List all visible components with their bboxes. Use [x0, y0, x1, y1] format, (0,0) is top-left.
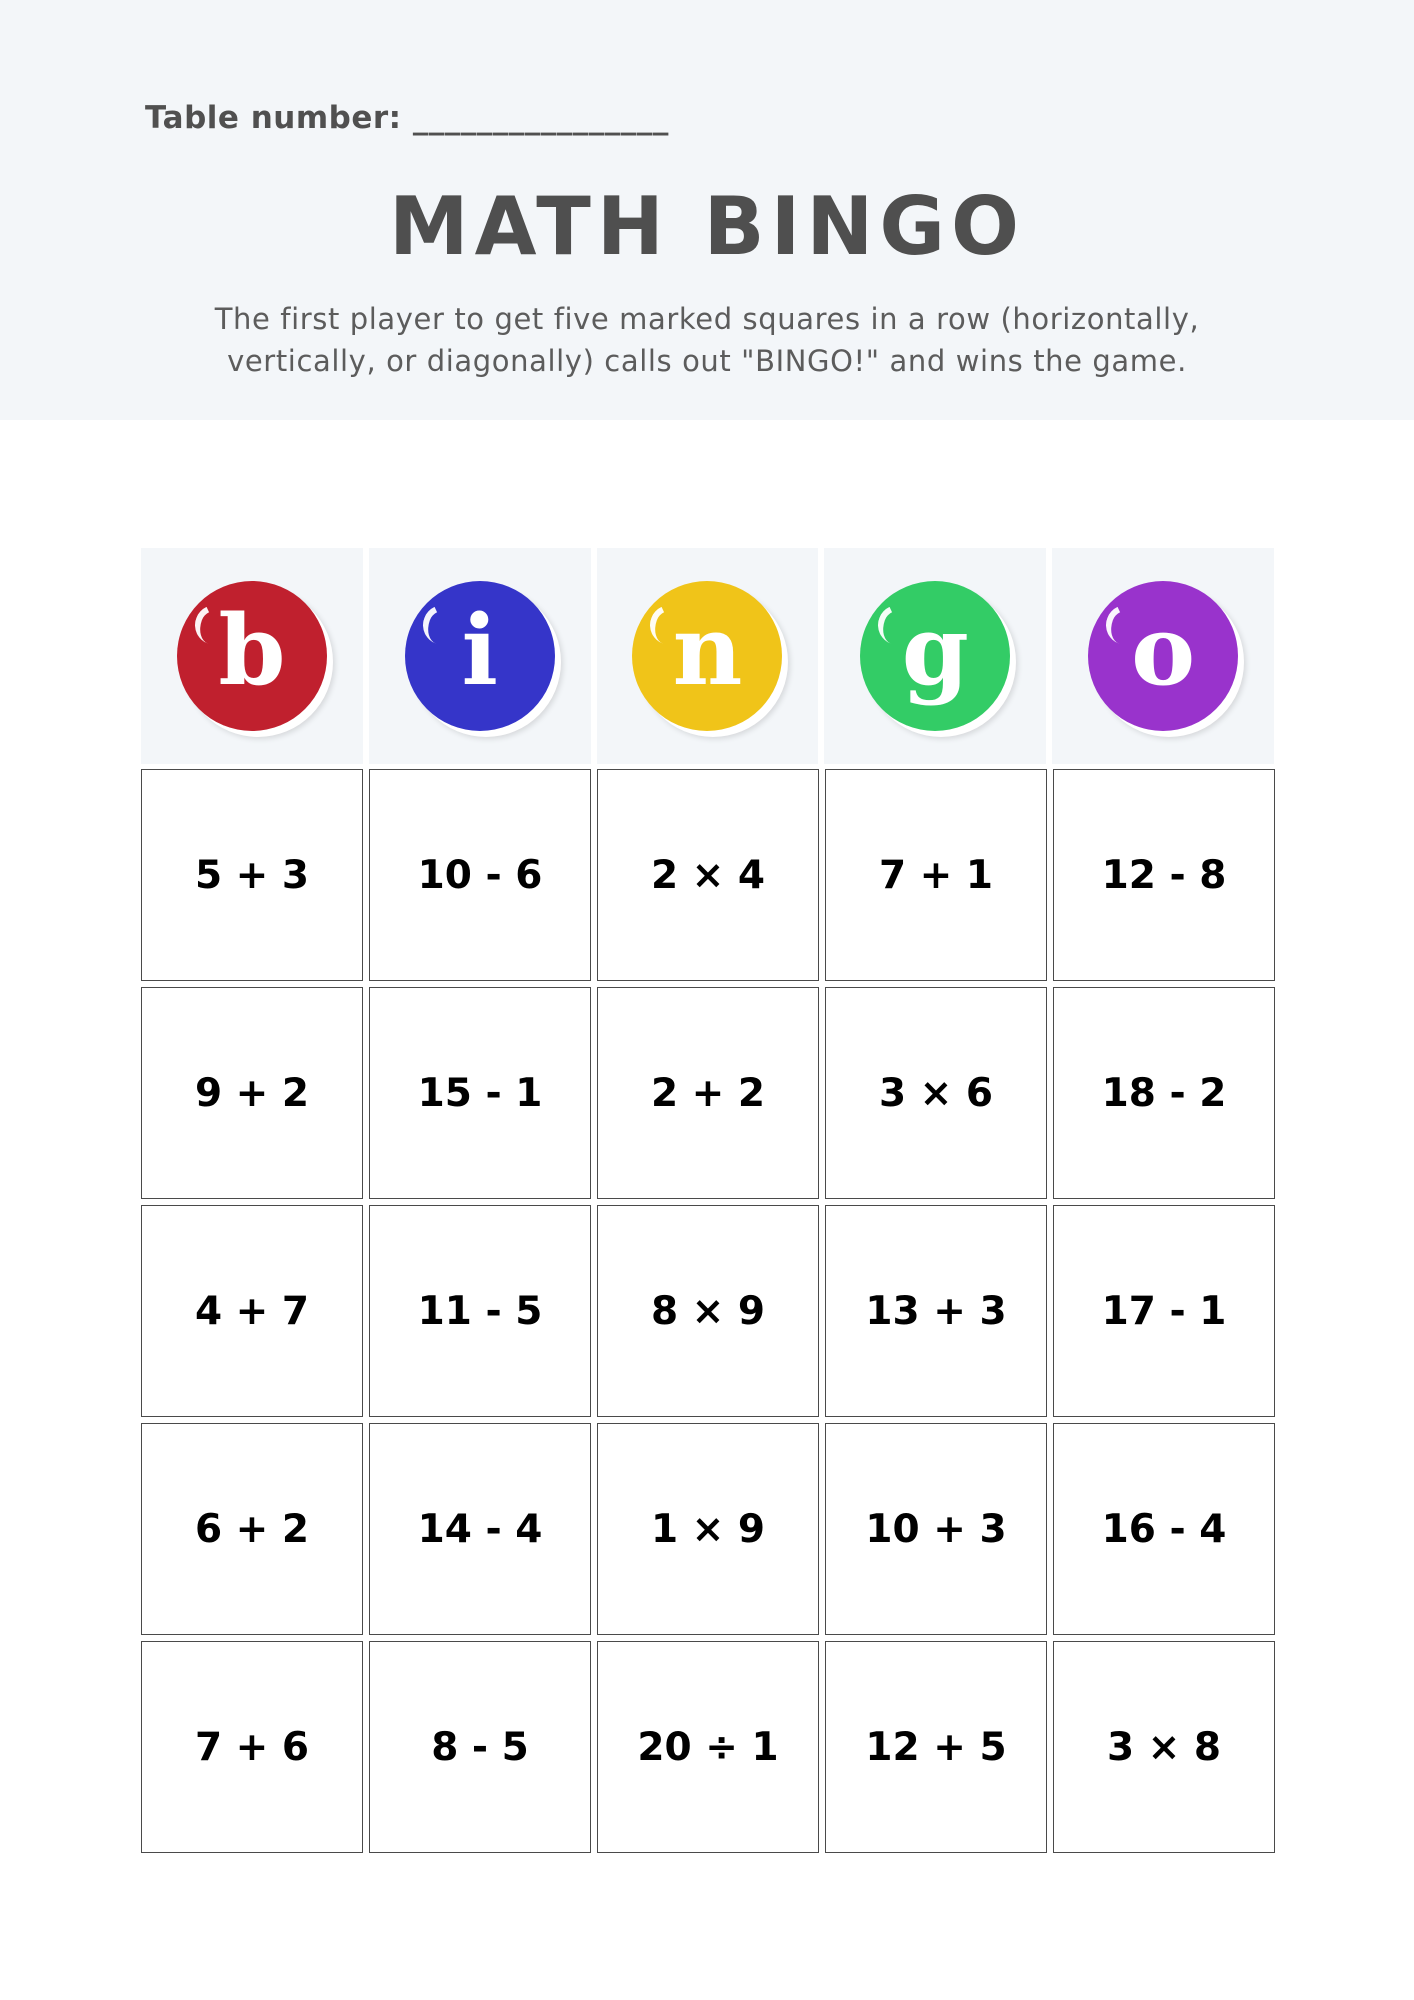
bingo-square[interactable]: 7 + 1	[825, 769, 1047, 981]
bingo-square[interactable]: 16 - 4	[1053, 1423, 1275, 1635]
bingo-square[interactable]: 11 - 5	[369, 1205, 591, 1417]
bingo-square[interactable]: 5 + 3	[141, 769, 363, 981]
red-ball-icon	[177, 581, 327, 731]
bingo-square[interactable]: 12 + 5	[825, 1641, 1047, 1853]
bingo-letter-row	[141, 548, 1274, 764]
table-number-label: Table number: ________________	[145, 100, 669, 136]
header-panel	[0, 0, 1414, 420]
bingo-square[interactable]: 12 - 8	[1053, 769, 1275, 981]
page-title: MATH BINGO	[388, 180, 1026, 273]
bingo-square[interactable]: 4 + 7	[141, 1205, 363, 1417]
green-ball-icon	[860, 581, 1010, 731]
bingo-square[interactable]: 15 - 1	[369, 987, 591, 1199]
letter-cell-g	[824, 548, 1046, 764]
bingo-square[interactable]: 3 × 6	[825, 987, 1047, 1199]
letter-cell-o	[1052, 548, 1274, 764]
bingo-square[interactable]: 9 + 2	[141, 987, 363, 1199]
yellow-ball-icon	[632, 581, 782, 731]
bingo-square[interactable]: 10 - 6	[369, 769, 591, 981]
letter-o: o	[1131, 594, 1196, 707]
bingo-square[interactable]: 3 × 8	[1053, 1641, 1275, 1853]
bingo-square[interactable]: 2 × 4	[597, 769, 819, 981]
letter-cell-b	[141, 548, 363, 764]
bingo-square[interactable]: 7 + 6	[141, 1641, 363, 1853]
letter-cell-n	[597, 548, 819, 764]
letter-n: n	[672, 594, 743, 707]
bingo-grid	[141, 769, 1274, 1853]
bingo-square[interactable]: 8 - 5	[369, 1641, 591, 1853]
bingo-square[interactable]: 17 - 1	[1053, 1205, 1275, 1417]
letter-b: b	[218, 594, 286, 707]
bingo-square[interactable]: 2 + 2	[597, 987, 819, 1199]
bingo-square[interactable]: 10 + 3	[825, 1423, 1047, 1635]
bingo-card	[141, 548, 1274, 1853]
letter-g: g	[901, 594, 969, 707]
instructions-text	[150, 298, 1264, 382]
instructions-line-1: The first player to get five marked squares in a row (horizontally,	[214, 302, 1200, 336]
bingo-square[interactable]: 18 - 2	[1053, 987, 1275, 1199]
instructions-line-2: vertically, or diagonally) calls out "BINGO!" and wins the game.	[227, 344, 1187, 378]
bingo-square[interactable]: 8 × 9	[597, 1205, 819, 1417]
bingo-square[interactable]: 1 × 9	[597, 1423, 819, 1635]
bingo-square[interactable]: 6 + 2	[141, 1423, 363, 1635]
bingo-square[interactable]: 14 - 4	[369, 1423, 591, 1635]
letter-i: i	[461, 594, 498, 707]
letter-cell-i	[369, 548, 591, 764]
purple-ball-icon	[1088, 581, 1238, 731]
blue-ball-icon	[405, 581, 555, 731]
bingo-square[interactable]: 20 ÷ 1	[597, 1641, 819, 1853]
bingo-square[interactable]: 13 + 3	[825, 1205, 1047, 1417]
